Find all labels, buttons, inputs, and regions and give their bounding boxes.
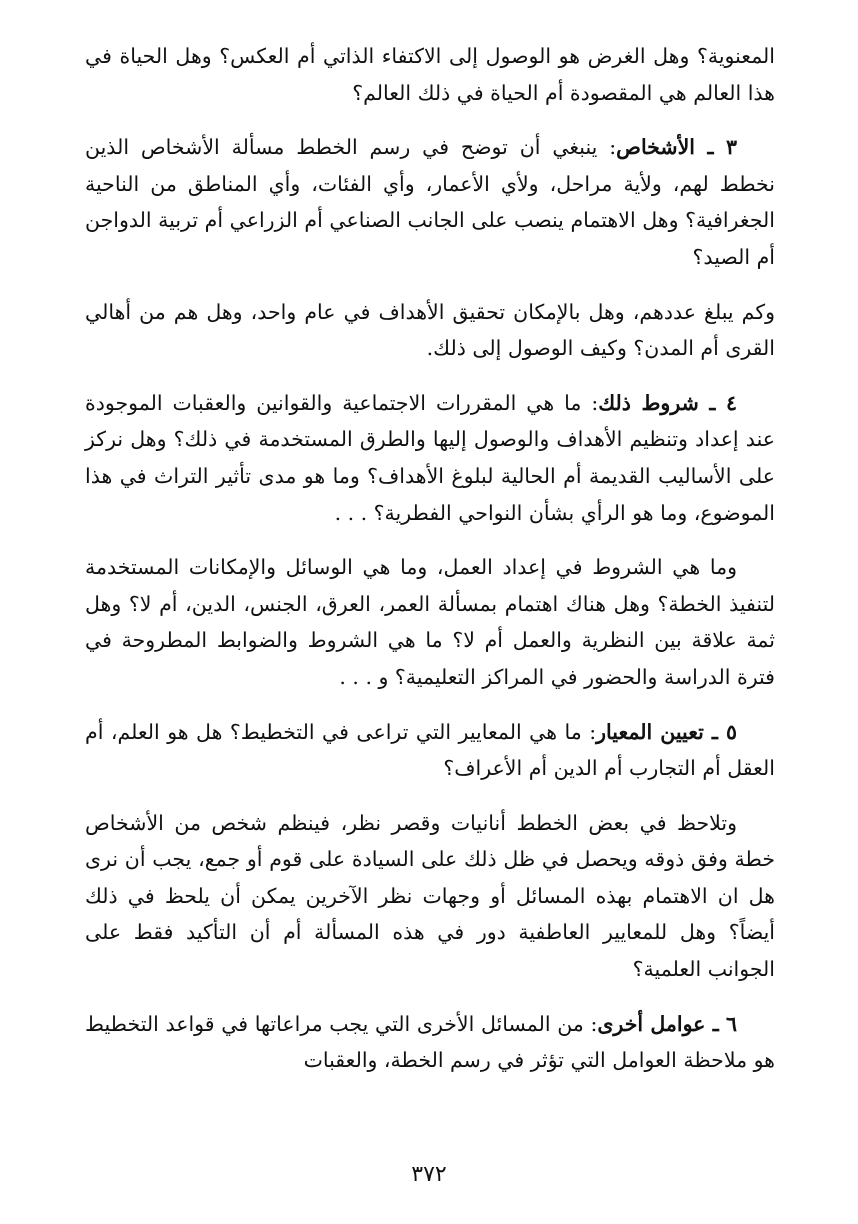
heading-persons: ٣ ـ الأشخاص [616, 135, 737, 160]
paragraph-5-text: وما هي الشروط في إعداد العمل، وما هي الوسائل والإمكانات المستخدمة لتنفيذ الخطة؟ وهل هناك اهتمام بمسألة العمر، العرق، الجنس، الدين، أم لا؟ وهل ثمة علاقة بين النظرية والعمل أم لا؟ ما هي الشروط والضوابط المطروحة في فترة الدراسة والحضور في المراكز التعليمية؟ و . . . [85, 555, 775, 689]
paragraph-1-text: المعنوية؟ وهل الغرض هو الوصول إلى الاكتفاء الذاتي أم العكس؟ وهل الحياة في هذا العالم هي المقصودة أم الحياة في ذلك العالم؟ [85, 44, 775, 105]
paragraph-3-text: وكم يبلغ عددهم، وهل بالإمكان تحقيق الأهداف في عام واحد، وهل هم من أهالي القرى أم المدن؟ وكيف الوصول إلى ذلك. [85, 299, 775, 361]
paragraph-8 [85, 1006, 775, 1079]
paragraph-6 [85, 714, 775, 787]
paragraph-7 [85, 805, 775, 988]
heading-other-factors: ٦ ـ عوامل أخرى [597, 1011, 737, 1036]
paragraph-3 [85, 294, 775, 367]
paragraph-4 [85, 385, 775, 531]
paragraph-2-text: : ينبغي أن توضح في رسم الخطط مسألة الأشخاص الذين نخطط لهم، ولأية مراحل، ولأي الأعمار، وأي الفئات، وأي المناطق من الناحية الجغرافية؟ وهل الاهتمام ينصب على الجانب الصناعي أم الزراعي أم تربية الدواجن أم الصيد؟ [85, 135, 775, 269]
page-body [85, 38, 775, 1097]
paragraph-6-text: : ما هي المعايير التي تراعى في التخطيط؟ هل هو العلم، أم العقل أم التجارب أم الدين أم الأعراف؟ [85, 719, 775, 781]
paragraph-1 [85, 38, 775, 111]
paragraph-2 [85, 129, 775, 275]
heading-criterion: ٥ ـ تعيين المعيار [596, 719, 737, 744]
paragraph-4-text: : ما هي المقررات الاجتماعية والقوانين والعقبات الموجودة عند إعداد وتنظيم الأهداف والوصول إليها والطرق المستخدمة في ذلك؟ وهل نركز على الأساليب القديمة أم الحالية لبلوغ الأهداف؟ وما هو مدى تأثير التراث في هذا الموضوع، وما هو الرأي بشأن النواحي الفطرية؟ . . . [85, 390, 775, 525]
paragraph-8-text: : من المسائل الأخرى التي يجب مراعاتها في قواعد التخطيط هو ملاحظة العوامل التي تؤثر في رسم الخطة، والعقبات [85, 1011, 775, 1073]
paragraph-5 [85, 549, 775, 695]
paragraph-7-text: وتلاحظ في بعض الخطط أنانيات وقصر نظر، فينظم شخص من الأشخاص خطة وفق ذوقه ويحصل في ظل ذلك على السيادة على قوم أو جمع، يجب أن نرى هل ان الاهتمام بهذه المسائل أو وجهات نظر الآخرين يمكن أن يلحظ في ذلك أيضاً؟ وهل للمعايير العاطفية دور في هذه المسألة أم أن التأكيد فقط على الجوانب العلمية؟ [85, 810, 775, 982]
page-number: ٣٧٢ [411, 1162, 447, 1187]
heading-conditions: ٤ ـ شروط ذلك [598, 390, 738, 415]
